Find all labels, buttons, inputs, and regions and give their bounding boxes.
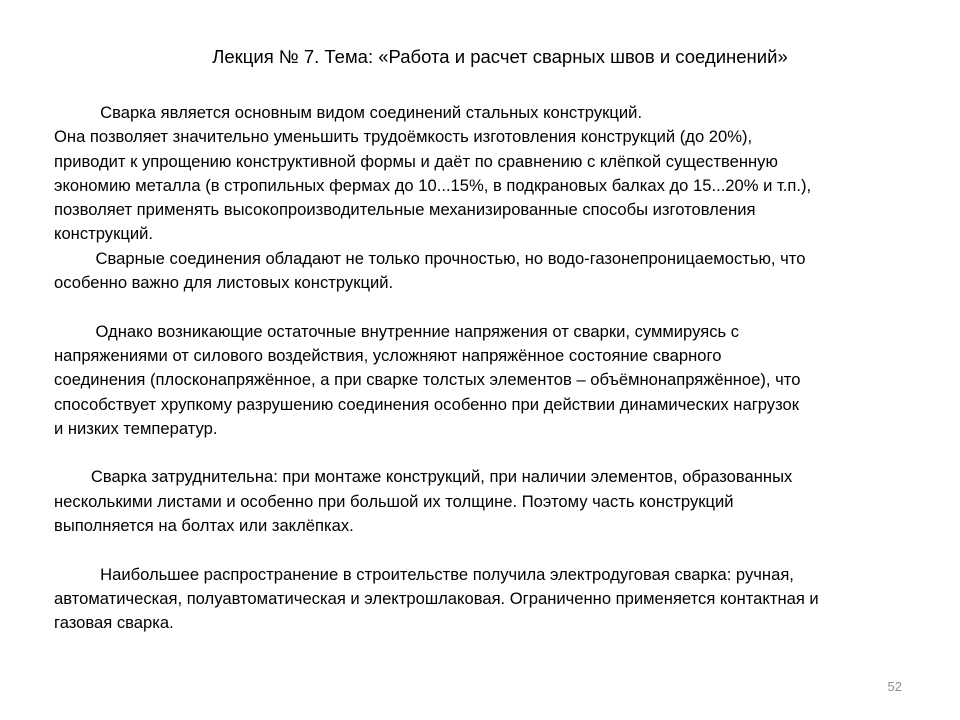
text-line: особенно важно для листовых конструкций. (54, 273, 394, 293)
text-line: выполняется на болтах или заклёпках. (54, 516, 354, 536)
text-line: Сварка является основным видом соединений стальных конструкций. (54, 103, 643, 122)
text-line: и низких температур. (54, 418, 218, 438)
text-line: приводит к упрощению конструктивной формы и даёт по сравнению с клёпкой существенную (54, 151, 778, 171)
text-line: Однако возникающие остаточные внутренние напряжения от сварки, суммируясь с (54, 321, 740, 341)
paragraph-spacer (54, 538, 946, 562)
text-line: газовая сварка. (54, 613, 174, 633)
text-line: конструкций. (54, 224, 153, 244)
text-line: Она позволяет значительно уменьшить трудоёмкость изготовления конструкций (до 20%), (54, 127, 753, 147)
text-line: напряжениями от силового воздействия, усложняют напряжённое состояние сварного (54, 345, 722, 365)
paragraph-spacer (54, 441, 946, 465)
body-text (54, 101, 946, 636)
text-line: соединения (плосконапряжённое, а при сварке толстых элементов – объёмнонапряжённое), что (54, 370, 801, 390)
text-line: автоматическая, полуавтоматическая и электрошлаковая. Ограниченно применяется контактная и (54, 588, 819, 608)
text-line: Сварка затруднительна: при монтаже конструкций, при наличии элементов, образованных (54, 467, 793, 487)
text-line: экономию металла (в стропильных фермах до 10...15%, в подкрановых балках до 15...20% и т.п.), (54, 175, 812, 195)
paragraph-spacer (54, 295, 946, 319)
text-line: способствует хрупкому разрушению соединения особенно при действии динамических нагрузок (54, 394, 799, 414)
slide-title: Лекция № 7. Тема: «Работа и расчет сварных швов и соединений» (212, 46, 788, 67)
text-line: несколькими листами и особенно при большой их толщине. Поэтому часть конструкций (54, 491, 734, 511)
text-line: позволяет применять высокопроизводительные механизированные способы изготовления (54, 200, 756, 220)
text-line: Наибольшее распространение в строительстве получила электродуговая сварка: ручная, (54, 564, 794, 584)
page-number: 52 (887, 679, 902, 694)
text-line: Сварные соединения обладают не только прочностью, но водо-газонепроницаемостью, что (54, 248, 806, 268)
